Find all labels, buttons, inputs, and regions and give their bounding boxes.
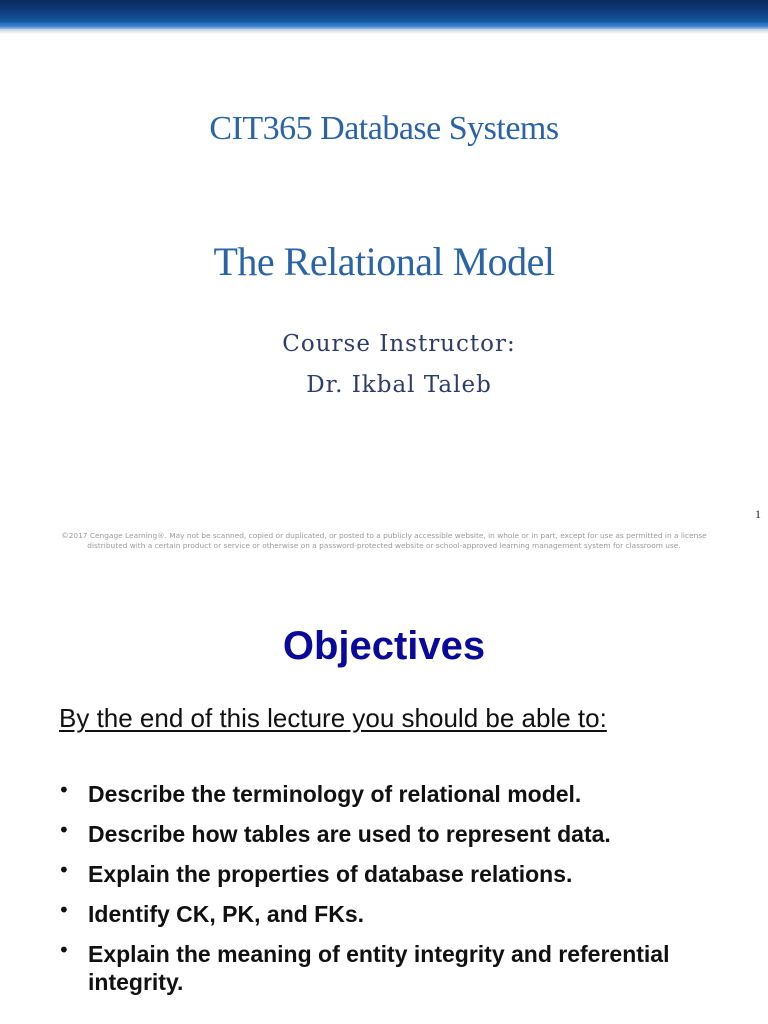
page-number: 1 <box>755 507 761 521</box>
list-item-text: Explain the properties of database relations. <box>88 861 573 887</box>
header-accent-line <box>0 22 768 29</box>
bullet-icon: • <box>58 938 70 962</box>
objectives-list <box>57 780 737 1008</box>
list-item <box>57 940 737 996</box>
course-title: CIT365 Database Systems <box>209 110 559 147</box>
objectives-title: Objectives <box>282 624 486 668</box>
bullet-icon: • <box>58 858 70 882</box>
list-item <box>57 820 737 848</box>
list-item <box>57 900 737 928</box>
objectives-slide <box>0 576 768 1024</box>
header-shadow <box>0 29 768 34</box>
instructor-label: Course Instructor: <box>282 331 516 357</box>
objectives-intro: By the end of this lecture you should be able to: <box>59 703 607 733</box>
bullet-icon: • <box>58 818 70 842</box>
bullet-icon: • <box>58 898 70 922</box>
list-item <box>57 860 737 888</box>
list-item-text: Explain the meaning of entity integrity and referential integrity. <box>88 941 670 995</box>
lecture-title: The Relational Model <box>213 239 555 284</box>
list-item-text: Describe the terminology of relational model. <box>88 781 582 807</box>
header-band <box>0 0 768 22</box>
list-item-text: Describe how tables are used to represent data. <box>88 821 611 847</box>
copyright-notice: ©2017 Cengage Learning®. May not be scanned, copied or duplicated, or posted to a publicly accessible website, in whole or in part, except for use as permitted in a license distributed with a certain product or service or otherwise on a password-protected website or school-approved learning management system for classroom use. <box>61 531 707 550</box>
list-item <box>57 780 737 808</box>
instructor-name: Dr. Ikbal Taleb <box>306 372 492 398</box>
list-item-text: Identify CK, PK, and FKs. <box>88 901 365 927</box>
bullet-icon: • <box>58 778 70 802</box>
